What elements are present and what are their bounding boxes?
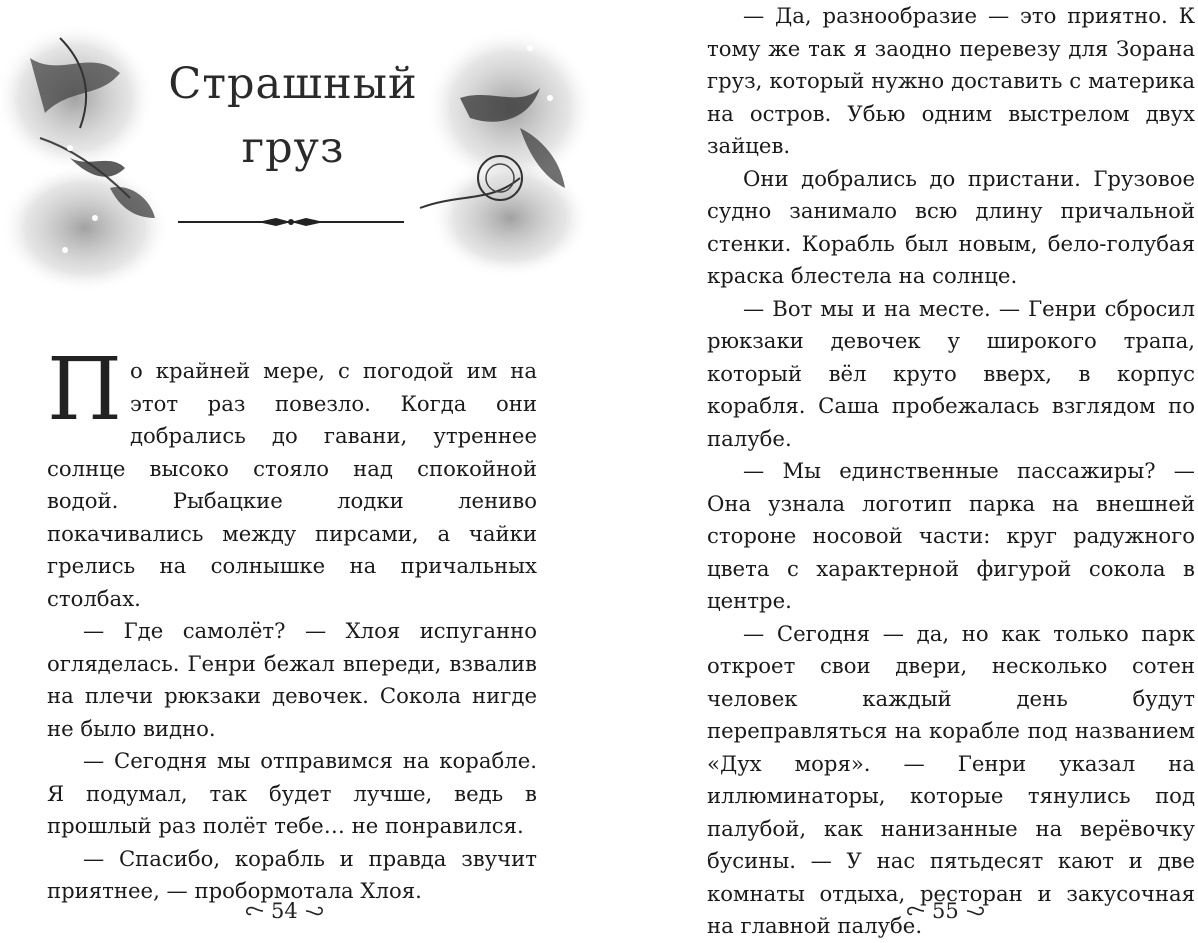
paragraph: — Сегодня мы отправимся на корабле. Я подумал, так будет лучше, ведь в прошлый раз полёт тебе… не понравился.	[47, 748, 537, 838]
page-number-value: 55	[932, 899, 959, 923]
swirl-flourish-icon	[965, 904, 987, 918]
floral-ornament-icon	[400, 18, 590, 283]
page-number	[243, 900, 326, 922]
paragraph: По крайней мере, с погодой им на этот раз повезло. Когда они добрались до гавани, утреннее солнце высоко стояло над спокойной водой. Рыбацкие лодки лениво покачивались между пирсами, а чайки грелись на солнышке на причальных столбах.	[47, 340, 537, 611]
ornamental-rule-icon	[178, 212, 404, 232]
chapter-title	[158, 52, 428, 180]
right-page	[599, 0, 1198, 938]
paragraph: — Да, разнообразие — это приятно. К тому же так я заодно перевезу для Зорана груз, который нужно доставить с материка на остров. Убью одним выстрелом двух зайцев.	[707, 3, 1195, 158]
swirl-flourish-icon	[243, 904, 265, 918]
left-page	[0, 0, 599, 928]
drop-cap: П	[47, 340, 122, 440]
floral-ornament-icon	[0, 18, 175, 293]
chapter-title-line1: Страшный	[168, 59, 418, 109]
right-page-text	[707, 0, 1195, 943]
paragraph: — Спасибо, корабль и правда звучит приятнее, — пробормотала Хлоя.	[47, 845, 537, 903]
chapter-title-line2: груз	[241, 123, 345, 173]
paragraph: — Где самолёт? — Хлоя испуганно огляделась. Генри бежал впереди, взвалив на плечи рюкзаки девочек. Сокола нигде не было видно.	[47, 618, 537, 741]
swirl-flourish-icon	[304, 904, 326, 918]
paragraph: — Вот мы и на месте. — Генри сбросил рюкзаки девочек у широкого трапа, который вёл круто вверх, в корпус корабля. Саша пробежалась взглядом по палубе.	[707, 295, 1195, 451]
left-page-text	[47, 340, 537, 908]
paragraph: Они добрались до пристани. Грузовое судно занимало всю длину причальной стенки. Корабль был новым, бело-голубая краска блестела на солнце.	[707, 165, 1195, 288]
page-number-value: 54	[271, 899, 298, 923]
page-number	[904, 900, 987, 922]
paragraph: — Мы единственные пассажиры? — Она узнала логотип парка на внешней стороне носовой части: круг радужного цвета с характерной фигурой сокола в центре.	[707, 458, 1195, 613]
paragraph: — Сегодня — да, но как только парк откроет свои двери, несколько сотен человек каждый день будут переправляться на корабле под названием «Дух моря». — Генри указал на иллюминаторы, которые тянулись под палубой, как нанизанные на верёвочку бусины. — У нас пятьдесят кают и две комнаты отдыха, ресторан и закусочная на главной палубе.	[707, 620, 1195, 938]
swirl-flourish-icon	[904, 904, 926, 918]
